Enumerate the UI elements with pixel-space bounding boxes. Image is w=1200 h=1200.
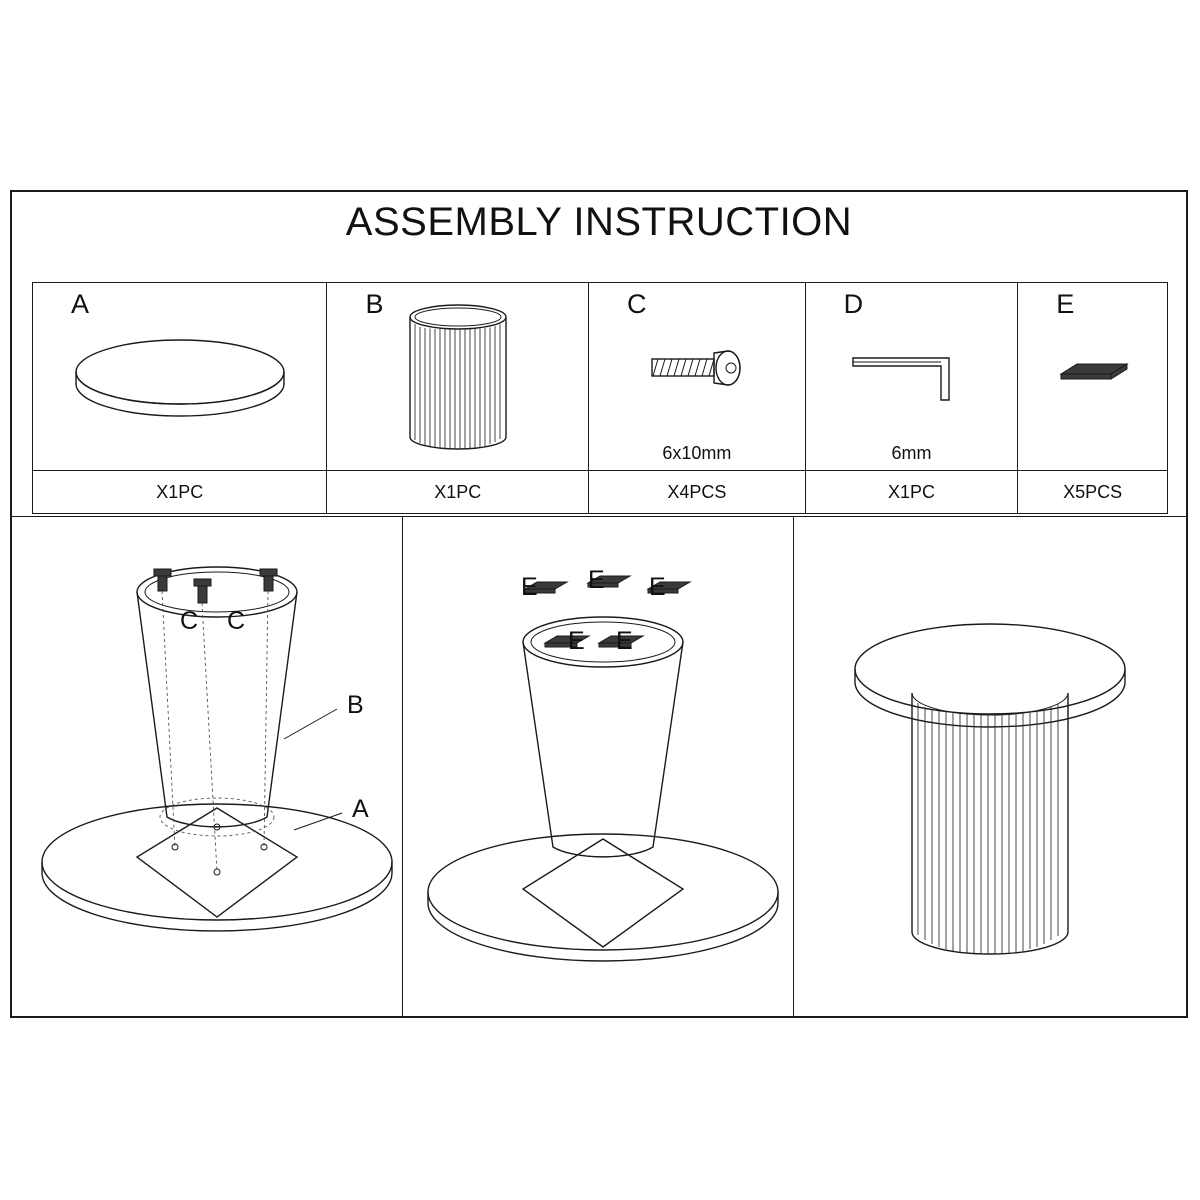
step-2-apply-felt-pads — [403, 516, 794, 1018]
part-art-c — [589, 283, 805, 471]
label-a: A — [352, 795, 369, 823]
part-qty-b: X1PC — [434, 482, 482, 502]
part-art-b — [327, 283, 588, 471]
screw-c-center — [194, 579, 211, 603]
part-qty-c: X4PCS — [667, 482, 727, 502]
part-letter-c: C — [627, 289, 647, 319]
part-cell-a — [33, 283, 327, 513]
step-1-diagram — [12, 517, 403, 1017]
part-letter-a: A — [71, 289, 90, 319]
part-cell-e — [1018, 283, 1167, 513]
label-b: B — [347, 691, 364, 719]
label-e-3: E — [649, 573, 666, 601]
part-art-e — [1018, 283, 1167, 471]
part-qty-a: X1PC — [156, 482, 204, 502]
part-qty-e: X5PCS — [1063, 482, 1123, 502]
label-e-1: E — [521, 573, 538, 601]
part-letter-b: B — [365, 289, 384, 319]
assembly-steps — [12, 516, 1186, 1018]
parts-table — [32, 282, 1168, 514]
label-e-5: E — [616, 627, 633, 655]
step-3-finished-table — [794, 516, 1186, 1018]
instruction-sheet — [10, 190, 1188, 1018]
part-art-d — [806, 283, 1018, 471]
part-qty-d: X1PC — [887, 482, 935, 502]
part-art-a — [33, 283, 326, 471]
label-e-2: E — [588, 566, 605, 594]
step-3-diagram — [794, 517, 1186, 1017]
round-table-top-icon — [33, 283, 326, 470]
page-title: ASSEMBLY INSTRUCTION — [345, 200, 853, 244]
part-letter-d: D — [843, 289, 864, 319]
step-1-attach-base-to-top — [12, 516, 403, 1018]
fluted-cylinder-base-icon — [327, 283, 588, 470]
part-cell-b — [327, 283, 589, 513]
bolt-screw-icon — [589, 265, 805, 470]
screw-c-left — [154, 569, 171, 591]
label-c-right: C — [227, 607, 246, 635]
part-cell-d — [806, 283, 1019, 513]
allen-key-icon — [806, 265, 1018, 470]
part-cell-c — [589, 283, 806, 513]
felt-pad-icon — [1018, 268, 1167, 470]
part-letter-e: E — [1056, 289, 1075, 319]
part-spec-d: 6mm — [891, 443, 932, 463]
part-spec-c: 6x10mm — [662, 443, 732, 463]
label-c-left: C — [180, 607, 199, 635]
label-e-4: E — [568, 627, 585, 655]
